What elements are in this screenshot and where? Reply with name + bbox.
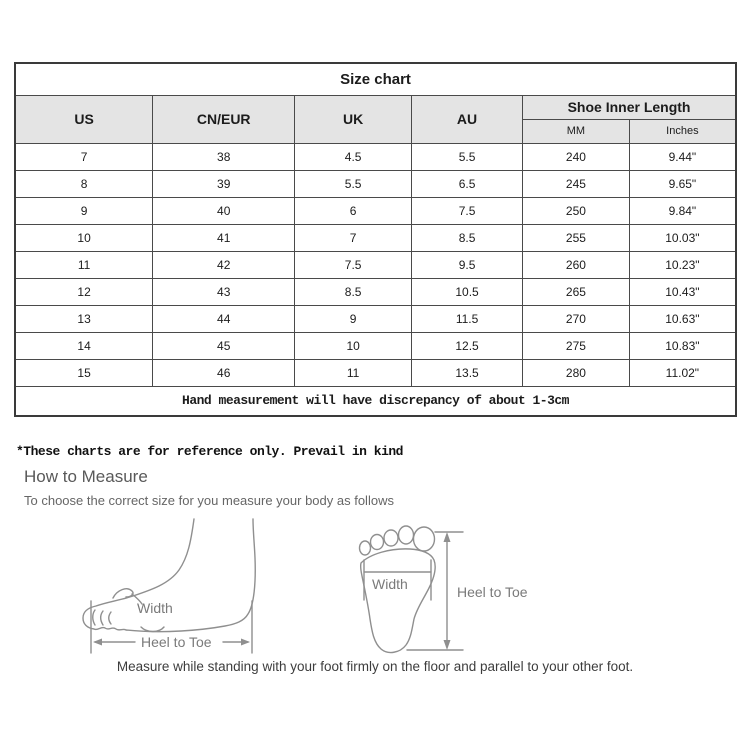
- big-toe: [414, 527, 435, 551]
- table-row: [15, 332, 736, 359]
- size-chart-table: [14, 62, 737, 417]
- table-cell: 250: [523, 197, 630, 224]
- table-row: [15, 305, 736, 332]
- table-cell: 245: [523, 170, 630, 197]
- table-cell: 7: [15, 143, 153, 170]
- table-cell: 11.02": [629, 359, 736, 386]
- column-header-cneur: CN/EUR: [153, 95, 295, 143]
- table-cell: 270: [523, 305, 630, 332]
- table-cell: 7: [295, 224, 412, 251]
- table-footnote-row: [15, 386, 736, 416]
- table-row: [15, 359, 736, 386]
- table-row: [15, 278, 736, 305]
- table-footnote: Hand measurement will have discrepancy of about 1-3cm: [15, 386, 736, 416]
- column-group-header-inner-length: Shoe Inner Length: [523, 95, 736, 119]
- table-cell: 40: [153, 197, 295, 224]
- table-row: [15, 170, 736, 197]
- how-to-measure-heading: How to Measure: [24, 467, 148, 486]
- column-header-uk: UK: [295, 95, 412, 143]
- table-cell: 4.5: [295, 143, 412, 170]
- table-cell: 6.5: [412, 170, 523, 197]
- table-cell: 42: [153, 251, 295, 278]
- table-cell: 7.5: [412, 197, 523, 224]
- table-cell: 8.5: [412, 224, 523, 251]
- column-header-us: US: [15, 95, 153, 143]
- table-cell: 11.5: [412, 305, 523, 332]
- table-header-row: [15, 95, 736, 119]
- table-cell: 10.63": [629, 305, 736, 332]
- arrowhead-top: [444, 532, 451, 542]
- table-cell: 255: [523, 224, 630, 251]
- second-toe: [399, 526, 414, 544]
- table-cell: 12.5: [412, 332, 523, 359]
- table-cell: 9: [295, 305, 412, 332]
- table-cell: 15: [15, 359, 153, 386]
- footprint-diagram: [345, 508, 575, 666]
- table-title: Size chart: [15, 63, 736, 95]
- table-cell: 13: [15, 305, 153, 332]
- heel-to-toe-label: Heel to Toe: [141, 634, 212, 650]
- table-cell: 43: [153, 278, 295, 305]
- arrowhead-right: [241, 639, 250, 646]
- table-cell: 39: [153, 170, 295, 197]
- table-title-row: [15, 63, 736, 95]
- table-cell: 265: [523, 278, 630, 305]
- table-cell: 14: [15, 332, 153, 359]
- table-cell: 7.5: [295, 251, 412, 278]
- arrowhead-bottom: [444, 640, 451, 650]
- table-cell: 45: [153, 332, 295, 359]
- table-cell: 13.5: [412, 359, 523, 386]
- table-cell: 9.65": [629, 170, 736, 197]
- width-label: Width: [137, 600, 173, 616]
- arrowhead-left: [93, 639, 102, 646]
- table-cell: 9.84": [629, 197, 736, 224]
- table-cell: 10: [295, 332, 412, 359]
- table-cell: 10.5: [412, 278, 523, 305]
- how-to-measure-subheading: To choose the correct size for you measure your body as follows: [24, 493, 394, 508]
- table-cell: 260: [523, 251, 630, 278]
- table-cell: 9.44": [629, 143, 736, 170]
- little-toe: [360, 541, 371, 555]
- table-row: [15, 224, 736, 251]
- table-cell: 8: [15, 170, 153, 197]
- table-cell: 10.23": [629, 251, 736, 278]
- table-cell: 275: [523, 332, 630, 359]
- middle-toe: [384, 530, 398, 546]
- table-cell: 10: [15, 224, 153, 251]
- table-cell: 12: [15, 278, 153, 305]
- table-row: [15, 251, 736, 278]
- table-row: [15, 143, 736, 170]
- table-cell: 38: [153, 143, 295, 170]
- table-cell: 11: [15, 251, 153, 278]
- table-cell: 44: [153, 305, 295, 332]
- table-cell: 5.5: [412, 143, 523, 170]
- foot-side-view-diagram: [75, 513, 320, 660]
- fourth-toe: [371, 535, 384, 550]
- reference-note: *These charts are for reference only. Prevail in kind: [16, 444, 403, 459]
- table-cell: 10.03": [629, 224, 736, 251]
- sole-outline: [361, 549, 436, 653]
- table-cell: 9.5: [412, 251, 523, 278]
- table-cell: 9: [15, 197, 153, 224]
- measure-caption: Measure while standing with your foot firmly on the floor and parallel to your other foot.: [116, 659, 634, 674]
- table-cell: 8.5: [295, 278, 412, 305]
- table-cell: 240: [523, 143, 630, 170]
- column-header-au: AU: [412, 95, 523, 143]
- table-cell: 11: [295, 359, 412, 386]
- table-cell: 6: [295, 197, 412, 224]
- width-label: Width: [372, 576, 408, 592]
- table-cell: 5.5: [295, 170, 412, 197]
- table-row: [15, 197, 736, 224]
- table-cell: 10.83": [629, 332, 736, 359]
- table-cell: 46: [153, 359, 295, 386]
- heel-to-toe-label: Heel to Toe: [457, 584, 528, 600]
- subcolumn-header-inches: Inches: [629, 119, 736, 143]
- subcolumn-header-mm: MM: [523, 119, 630, 143]
- toe-lines: [93, 610, 111, 625]
- table-cell: 10.43": [629, 278, 736, 305]
- table-cell: 280: [523, 359, 630, 386]
- table-cell: 41: [153, 224, 295, 251]
